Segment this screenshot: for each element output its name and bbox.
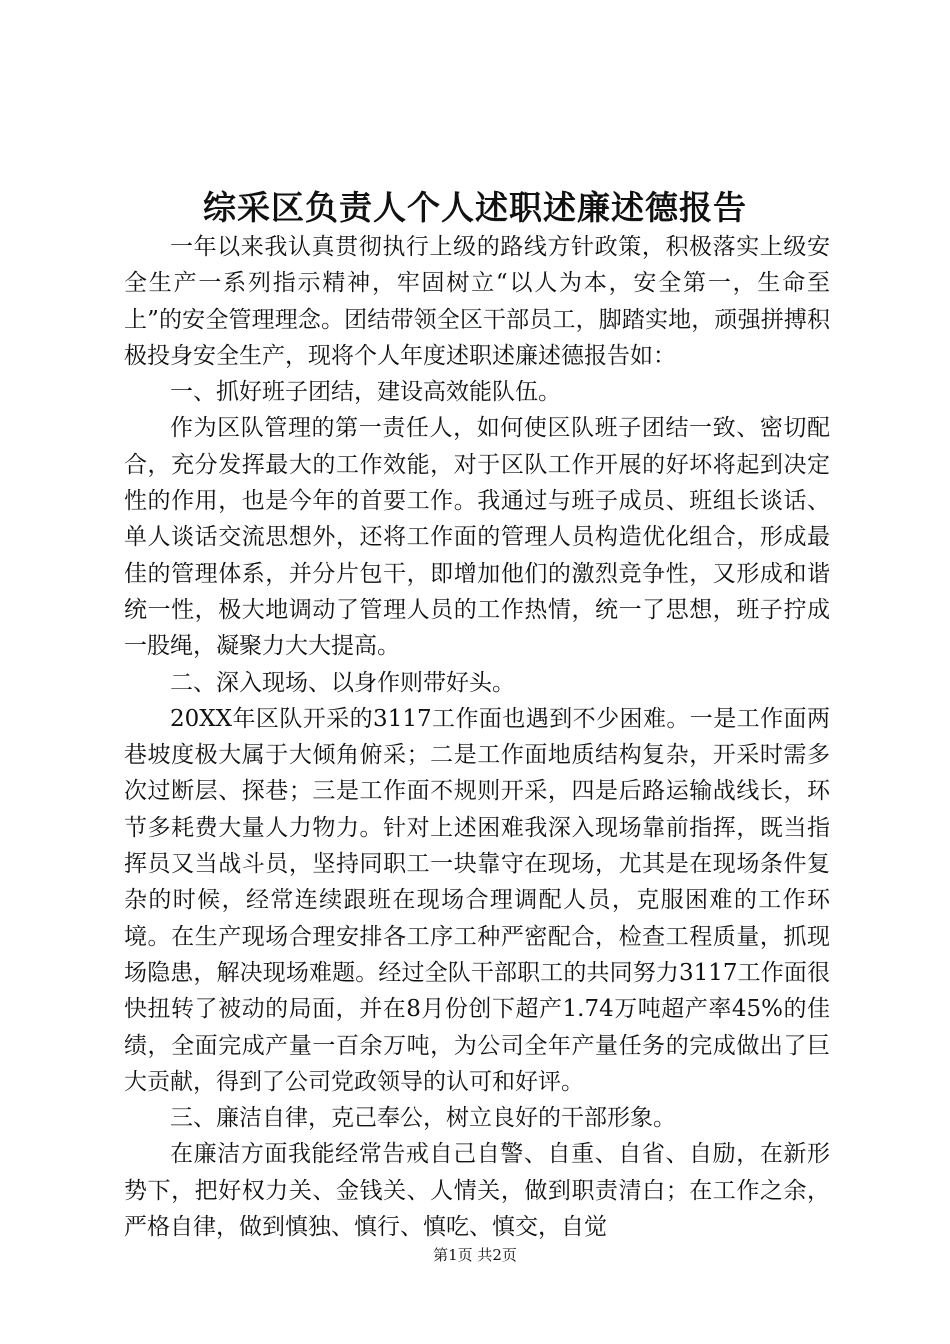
section-heading-1: 一、抓好班子团结，建设高效能队伍。 <box>170 379 561 406</box>
paragraph-intro: 一年以来我认真贯彻执行上级的路线方针政策，积极落实上级安全生产一系列指示精神，牢固树立“以人为本，安全第一，生命至上”的安全管理理念。团结带领全区干部员工，脚踏实地，顽强拼搏积极投身安全生产，现将个人年度述职述廉述德报告如： <box>124 234 830 369</box>
page-number-footer: 第1页 共2页 <box>433 1246 517 1264</box>
paragraph-section-3: 在廉洁方面我能经常告戒自己自警、自重、自省、自励，在新形势下，把好权力关、金钱关、人情关，做到职责清白；在工作之余，严格自律，做到慎独、慎行、慎吃、慎交，自觉 <box>124 1141 830 1241</box>
section-heading-3: 三、廉洁自律，克己奉公，树立良好的干部形象。 <box>170 1105 676 1132</box>
document-body <box>124 229 830 1245</box>
document-title: 综采区负责人个人述职述廉述德报告 <box>203 188 747 227</box>
paragraph-section-1: 作为区队管理的第一责任人，如何使区队班子团结一致、密切配合，充分发挥最大的工作效能，对于区队工作开展的好坏将起到决定性的作用，也是今年的首要工作。我通过与班子成员、班组长谈话、单人谈话交流思想外，还将工作面的管理人员构造优化组合，形成最佳的管理体系，并分片包干，即增加他们的激烈竞争性，又形成和谐统一性，极大地调动了管理人员的工作热情，统一了思想，班子拧成一股绳，凝聚力大大提高。 <box>124 415 830 660</box>
paragraph-section-2: 20XX年区队开采的3117工作面也遇到不少困难。一是工作面两巷坡度极大属于大倾角俯采；二是工作面地质结构复杂，开采时需多次过断层、探巷；三是工作面不规则开采，四是后路运输战线长，环节多耗费大量人力物力。针对上述困难我深入现场靠前指挥，既当指挥员又当战斗员，坚持同职工一块靠守在现场，尤其是在现场条件复杂的时候，经常连续跟班在现场合理调配人员，克服困难的工作环境。在生产现场合理安排各工序工种严密配合，检查工程质量，抓现场隐患，解决现场难题。经过全队干部职工的共同努力3117工作面很快扭转了被动的局面，并在8月份创下超产1.74万吨超产率45%的佳绩，全面完成产量一百余万吨，为公司全年产量任务的完成做出了巨大贡献，得到了公司党政领导的认可和好评。 <box>124 705 830 1095</box>
section-heading-2: 二、深入现场、以身作则带好头。 <box>170 669 515 696</box>
